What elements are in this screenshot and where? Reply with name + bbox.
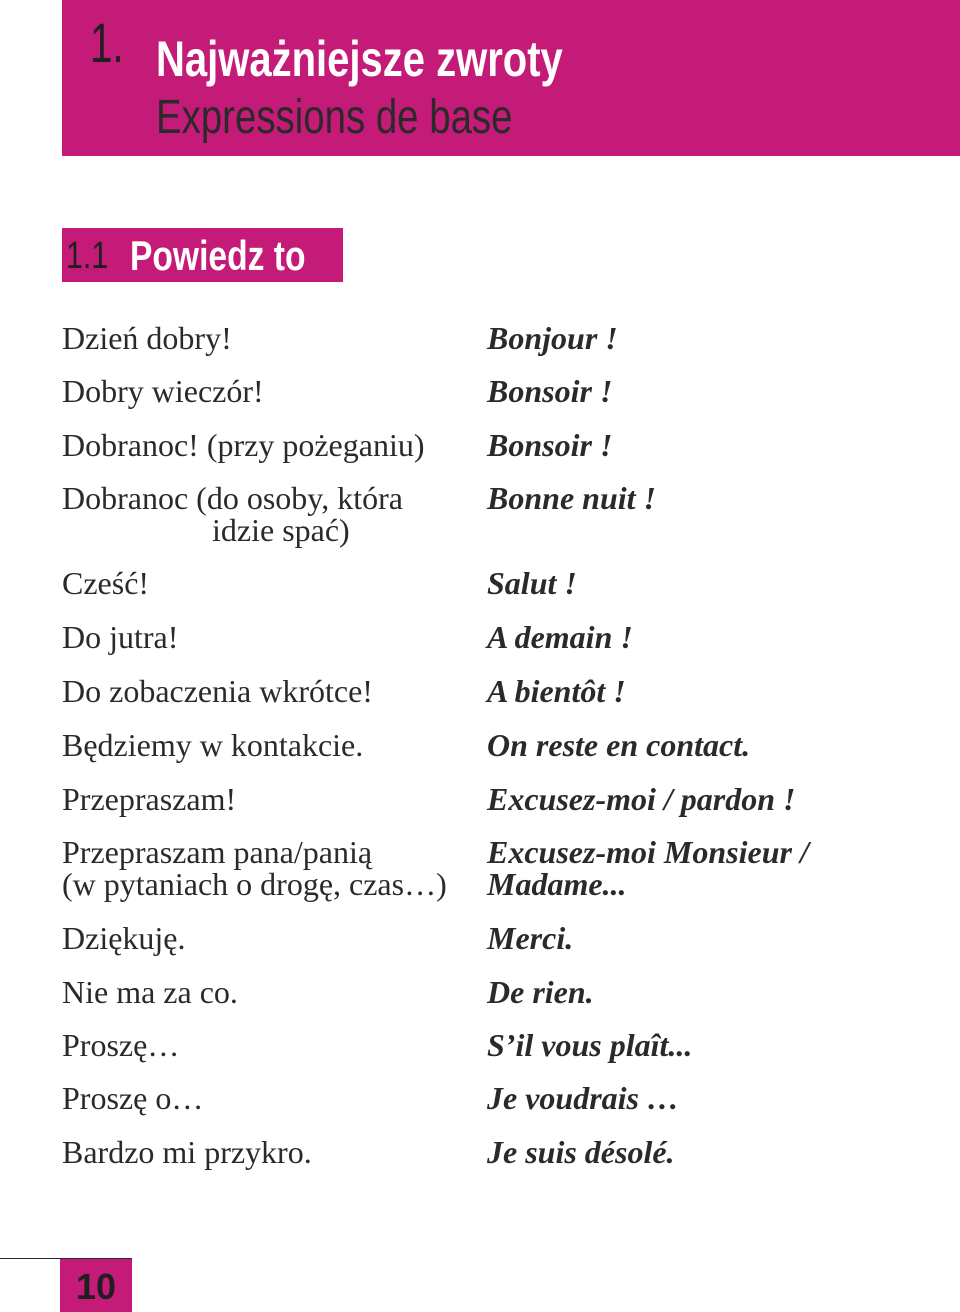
polish-phrase-continuation: idzie spać) xyxy=(212,512,350,548)
section-header xyxy=(62,228,343,282)
french-phrase: Bonne nuit ! xyxy=(487,480,656,516)
french-phrase: Salut ! xyxy=(487,565,577,601)
french-phrase: Bonsoir ! xyxy=(487,373,613,409)
polish-phrase: Dobry wieczór! xyxy=(62,373,264,409)
polish-phrase-line: Przepraszam pana/panią xyxy=(62,834,373,870)
french-phrase: De rien. xyxy=(487,974,594,1010)
french-phrase: Excusez-moi / pardon ! xyxy=(487,781,796,817)
page-number-box xyxy=(60,1259,132,1312)
polish-phrase-continuation: (w pytaniach o drogę, czas…) xyxy=(62,866,447,902)
chapter-number: 1. xyxy=(90,11,124,74)
polish-phrase: Proszę o… xyxy=(62,1080,204,1116)
polish-phrase: Dziękuję. xyxy=(62,920,186,956)
polish-phrase: Do zobaczenia wkrótce! xyxy=(62,673,373,709)
french-phrase: Je suis désolé. xyxy=(487,1134,675,1170)
section-number: 1.1 xyxy=(66,235,109,277)
chapter-title-french: Expressions de base xyxy=(156,91,513,144)
french-phrase: S’il vous plaît... xyxy=(487,1027,693,1063)
chapter-title-polish: Najważniejsze zwroty xyxy=(156,31,563,87)
french-phrase: Bonsoir ! xyxy=(487,427,613,463)
polish-phrase-line: Dobranoc (do osoby, która xyxy=(62,480,403,516)
french-phrase xyxy=(487,836,809,900)
polish-phrase: Będziemy w kontakcie. xyxy=(62,727,364,763)
page-number: 10 xyxy=(75,1266,117,1307)
french-phrase-continuation: Madame... xyxy=(487,866,627,902)
polish-phrase: Proszę… xyxy=(62,1027,180,1063)
section-title: Powiedz to xyxy=(130,232,306,279)
french-phrase: Merci. xyxy=(487,920,574,956)
polish-phrase: Dobranoc! (przy pożeganiu) xyxy=(62,427,425,463)
polish-phrase: Do jutra! xyxy=(62,619,179,655)
french-phrase-line: Excusez-moi Monsieur / xyxy=(487,834,809,870)
polish-phrase xyxy=(62,482,403,546)
polish-phrase: Przepraszam! xyxy=(62,781,237,817)
chapter-header xyxy=(62,0,960,156)
polish-phrase xyxy=(62,836,447,900)
polish-phrase: Nie ma za co. xyxy=(62,974,238,1010)
polish-phrase: Dzień dobry! xyxy=(62,320,232,356)
french-phrase: On reste en contact. xyxy=(487,727,751,763)
polish-phrase: Cześć! xyxy=(62,565,150,601)
french-phrase: A bientôt ! xyxy=(487,673,626,709)
french-phrase: Bonjour ! xyxy=(487,320,618,356)
french-phrase: Je voudrais … xyxy=(487,1080,679,1116)
polish-phrase: Bardzo mi przykro. xyxy=(62,1134,312,1170)
french-phrase: A demain ! xyxy=(487,619,633,655)
